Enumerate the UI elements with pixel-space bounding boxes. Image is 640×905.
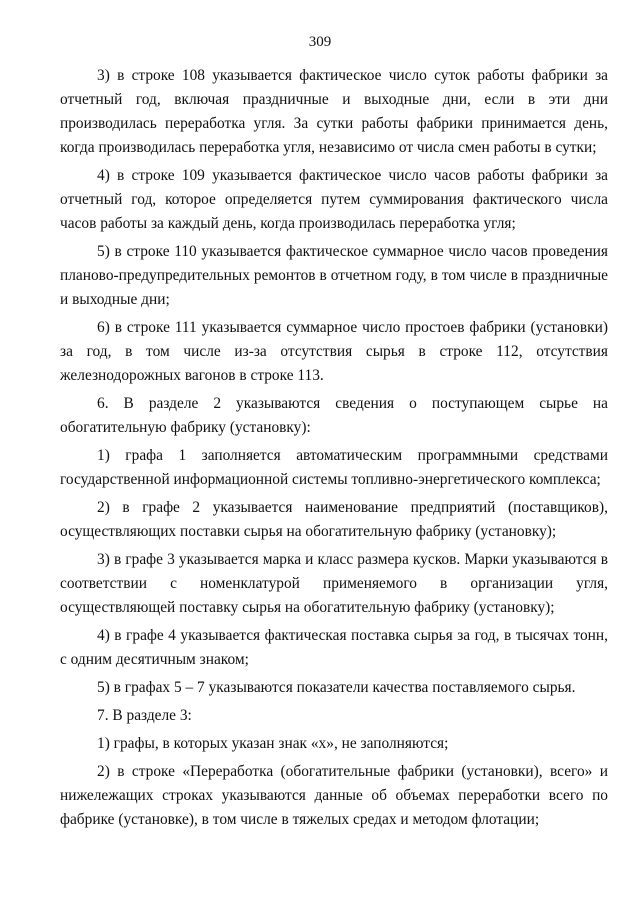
paragraph: 5) в графах 5 – 7 указываются показатели качества поставляемого сырья. — [97, 679, 576, 696]
paragraph: 6) в строке 111 указывается суммарное число простоев фабрики (установки) за год, в том числе из-за отсутствия сырья в строке 112, отсутствия железнодорожных вагонов в строке 113. — [60, 319, 608, 384]
paragraph: 1) графа 1 заполняется автоматическим программными средствами государственной информационной системы топливно-энергетического комплекса; — [60, 447, 608, 488]
paragraph: 5) в строке 110 указывается фактическое суммарное число часов проведения планово-предупредительных ремонтов в отчетном году, в том числе в праздничные и выходные дни; — [60, 243, 608, 308]
paragraph: 2) в графе 2 указывается наименование предприятий (поставщиков), осуществляющих поставки сырья на обогатительную фабрику (установку); — [60, 499, 608, 540]
paragraph: 4) в графе 4 указывается фактическая поставка сырья за год, в тысячах тонн, с одним десятичным знаком; — [60, 627, 608, 668]
paragraph: 3) в строке 108 указывается фактическое число суток работы фабрики за отчетный год, включая праздничные и выходные дни, если в эти дни производилась переработка угля. За сутки работы фабрики принимается день, когда производилась переработка угля, независимо от числа смен работы в сутки; — [60, 67, 608, 156]
paragraph: 7. В разделе 3: — [97, 707, 192, 724]
paragraph: 6. В разделе 2 указываются сведения о поступающем сырье на обогатительную фабрику (установку): — [60, 395, 608, 436]
paragraph: 2) в строке «Переработка (обогатительные фабрики (установки), всего» и нижележащих строках указываются данные об объемах переработки всего по фабрике (установке), в том числе в тяжелых средах и методом флотации; — [60, 763, 608, 828]
paragraph: 3) в графе 3 указывается марка и класс размера кусков. Марки указываются в соответствии с номенклатурой применяемого в организации угля, осуществляющей поставку сырья на обогатительную фабрику (установку); — [60, 551, 608, 616]
page-number: 309 — [308, 34, 332, 50]
paragraph: 1) графы, в которых указан знак «х», не заполняются; — [97, 735, 449, 752]
paragraph: 4) в строке 109 указывается фактическое число часов работы фабрики за отчетный год, которое определяется путем суммирования фактического числа часов работы за каждый день, когда производилась переработка угля; — [60, 167, 608, 232]
document-body — [60, 64, 608, 832]
